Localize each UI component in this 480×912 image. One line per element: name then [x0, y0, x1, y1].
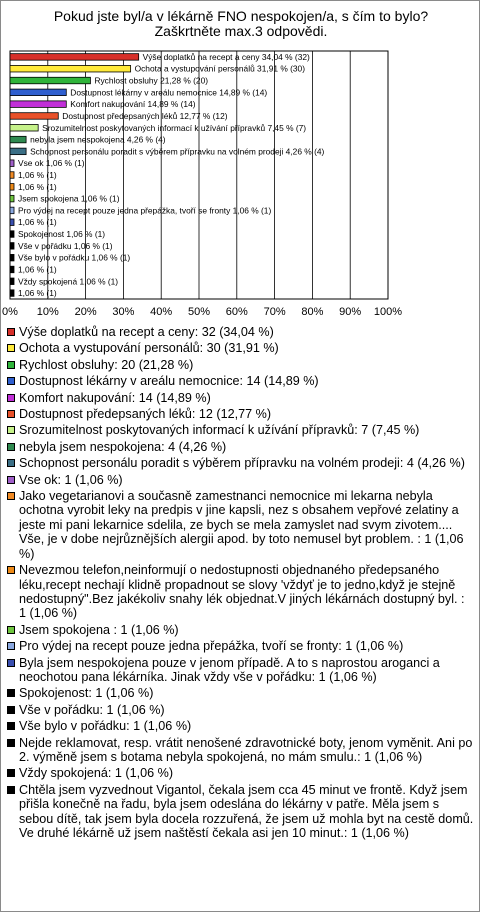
- chart-title-line-1: Pokud jste byl/a v lékárně FNO nespokojen/a, s čím to bylo?: [53, 8, 429, 24]
- bar: [10, 207, 14, 214]
- legend-swatch: [7, 476, 15, 484]
- bar: [10, 113, 58, 120]
- chart-legend: [7, 325, 475, 842]
- bar-data-label: nebyla jsem nespokojena 4,26 % (4): [30, 134, 166, 145]
- legend-item: [7, 456, 475, 470]
- bar: [10, 54, 139, 61]
- x-tick-label: 40%: [150, 306, 173, 318]
- legend-swatch: [7, 769, 15, 777]
- legend-item: [7, 473, 475, 487]
- x-tick-label: 70%: [263, 306, 286, 318]
- bar-data-label: 1,06 % (1): [18, 288, 57, 299]
- legend-item: [7, 639, 475, 653]
- legend-item: [7, 656, 475, 685]
- x-tick-label: 30%: [112, 306, 135, 318]
- legend-swatch: [7, 626, 15, 634]
- x-tick-label: 100%: [373, 306, 403, 318]
- bar: [10, 77, 90, 84]
- bar-data-label: 1,06 % (1): [18, 217, 57, 228]
- legend-label: Vse ok: 1 (1,06 %): [19, 472, 123, 487]
- legend-label: Dostupnost předepsaných léků: 12 (12,77 %): [19, 407, 272, 422]
- legend-swatch: [7, 786, 15, 794]
- bar-data-label: Srozumitelnost poskytovaných informací k užívání přípravků 7,45 % (7): [42, 122, 307, 133]
- bar-data-label: Schopnost personálu poradit s výběrem přípravku na volném prodeji 4,26 % (4): [30, 146, 325, 157]
- legend-label: Dostupnost lékárny v areálu nemocnice: 14 (14,89 %): [19, 374, 319, 389]
- bar-data-label: 1,06 % (1): [18, 181, 57, 192]
- legend-swatch: [7, 659, 15, 667]
- legend-label: Pro výdej na recept pouze jedna přepážka, tvoří se fronty: 1 (1,06 %): [19, 639, 404, 654]
- bar: [10, 219, 14, 226]
- bar: [10, 266, 14, 273]
- x-tick-label: 10%: [36, 306, 59, 318]
- bar: [10, 278, 14, 285]
- legend-item: [7, 374, 475, 388]
- legend-label: Vše bylo v pořádku: 1 (1,06 %): [19, 719, 192, 734]
- legend-item: [7, 783, 475, 841]
- legend-label: Ochota a vystupování personálů: 30 (31,91 %): [19, 341, 279, 356]
- legend-swatch: [7, 566, 15, 574]
- legend-item: [7, 703, 475, 717]
- bar-data-label: Vždy spokojená 1,06 % (1): [18, 276, 119, 287]
- legend-item: [7, 766, 475, 780]
- bar: [10, 136, 26, 143]
- legend-item: [7, 391, 475, 405]
- bar-data-label: Dostupnost lékárny v areálu nemocnice 14,89 % (14): [70, 87, 268, 98]
- bar: [10, 172, 14, 179]
- legend-label: Srozumitelnost poskytovaných informací k užívání přípravků: 7 (7,45 %): [19, 423, 420, 438]
- bar-data-label: Vše v pořádku 1,06 % (1): [18, 240, 113, 251]
- legend-label: Byla jsem nespokojena pouze v jenom případě. A to s naprostou aroganci a neochotou pana lékárníka. Jinak vždy vše v pořádku: 1 (1,06 %): [19, 655, 440, 684]
- bar-data-label: Rychlost obsluhy 21,28 % (20): [94, 75, 209, 86]
- chart-title-line-2: Zaškrtněte max.3 odpovědi.: [154, 23, 328, 39]
- bar: [10, 231, 14, 238]
- legend-label: Jsem spokojena : 1 (1,06 %): [19, 622, 179, 637]
- legend-item: [7, 623, 475, 637]
- legend-label: Nejde reklamovat, resp. vrátit nenošené zdravotnické boty, jenom vyměnit. Ani po 2. výměně jsem s botama nebyla spokojená, no mám smulu.: 1 (1,06 %): [19, 735, 473, 764]
- legend-swatch: [7, 739, 15, 747]
- bar-data-label: Komfort nakupování 14,89 % (14): [70, 99, 196, 110]
- x-tick-label: 60%: [225, 306, 248, 318]
- legend-item: [7, 489, 475, 561]
- bar: [10, 195, 14, 202]
- legend-item: [7, 719, 475, 733]
- legend-swatch: [7, 344, 15, 352]
- legend-item: [7, 407, 475, 421]
- bar: [10, 65, 131, 72]
- bar: [10, 125, 38, 132]
- bar: [10, 160, 14, 167]
- chart-title: [11, 9, 471, 39]
- bar: [10, 254, 14, 261]
- legend-label: Jako vegetarianovi a současně zamestnanci nemocnice mi lekarna nebyla ochotna vyrobit leky na predpis v jine kapsli, nez s obsahem vepřové zelatiny a jeste mi pani lekarnice sdelila, ze bych se mela zamyslet nad svym zivotem.... Vše, je v dobe nejrůznějších alergii apod. by toto nemusel byt problem. : 1 (1,06 %): [19, 489, 464, 561]
- legend-item: [7, 563, 475, 621]
- legend-item: [7, 440, 475, 454]
- legend-swatch: [7, 394, 15, 402]
- legend-swatch: [7, 361, 15, 369]
- legend-label: Schopnost personálu poradit s výběrem přípravku na volném prodeji: 4 (4,26 %): [19, 456, 465, 471]
- bar-data-label: Pro výdej na recept pouze jedna přepážka, tvoří se fronty 1,06 % (1): [18, 205, 272, 216]
- legend-swatch: [7, 642, 15, 650]
- bar-data-label: Spokojenost 1,06 % (1): [18, 229, 106, 240]
- bar: [10, 184, 14, 191]
- legend-label: Chtěla jsem vyzvednout Vigantol, čekala jsem cca 45 minut ve frontě. Když jsem přišla konečně na řadu, byla jsem odeslána do lékárny v patře. Měla jsem s sebou dítě, tak jsem byla docela rozzuřená, že jsem už mohla byt na cestě domů. Ve druhé lékárně už jsem naštěstí čekala asi jen 10 minut.: 1 (1,06 %): [19, 782, 474, 840]
- legend-swatch: [7, 443, 15, 451]
- legend-label: nebyla jsem nespokojena: 4 (4,26 %): [19, 439, 227, 454]
- bar-data-label: Jsem spokojena 1,06 % (1): [18, 193, 120, 204]
- x-tick-label: 90%: [339, 306, 362, 318]
- x-tick-label: 0%: [2, 306, 18, 318]
- legend-item: [7, 341, 475, 355]
- legend-swatch: [7, 689, 15, 697]
- legend-item: [7, 736, 475, 765]
- legend-item: [7, 325, 475, 339]
- bar: [10, 101, 66, 108]
- legend-label: Nevezmou telefon,neinformují o nedostupnosti objednaného předepsaného léku,recept nechají klidně propadnout se slovy 'vždyť je to jedno,když je stejně nedostupný".Bez jakékoliv snahy lék objednat.V jiných lékárnách dostupný byl. : 1 (1,06 %): [19, 563, 465, 621]
- legend-swatch: [7, 426, 15, 434]
- x-tick-label: 80%: [301, 306, 324, 318]
- legend-swatch: [7, 706, 15, 714]
- legend-swatch: [7, 492, 15, 500]
- legend-swatch: [7, 377, 15, 385]
- bar: [10, 243, 14, 250]
- legend-swatch: [7, 459, 15, 467]
- legend-label: Vždy spokojená: 1 (1,06 %): [19, 766, 174, 781]
- bar-data-label: 1,06 % (1): [18, 170, 57, 180]
- bar-data-label: Ochota a vystupování personálů 31,91 % (30): [134, 63, 306, 74]
- legend-item: [7, 423, 475, 437]
- x-tick-label: 50%: [187, 306, 211, 318]
- legend-item: [7, 686, 475, 700]
- legend-label: Výše doplatků na recept a ceny: 32 (34,04 %): [19, 325, 274, 339]
- bar-data-label: Výše doplatků na recept a ceny 34,04 % (32): [142, 51, 310, 62]
- bar-data-label: Vše bylo v pořádku 1,06 % (1): [18, 252, 131, 263]
- bar: [10, 290, 14, 297]
- x-tick-label: 20%: [74, 306, 97, 318]
- bar: [10, 148, 26, 155]
- legend-label: Vše v pořádku: 1 (1,06 %): [19, 702, 165, 717]
- bar-data-label: Dostupnost předepsaných léků 12,77 % (12): [62, 110, 228, 121]
- bar-data-label: Vse ok 1,06 % (1): [18, 158, 85, 169]
- bar-data-label: 1,06 % (1): [18, 264, 57, 275]
- bar-chart: [1, 45, 479, 325]
- legend-swatch: [7, 328, 15, 336]
- legend-swatch: [7, 722, 15, 730]
- legend-label: Spokojenost: 1 (1,06 %): [19, 686, 154, 701]
- legend-item: [7, 358, 475, 372]
- legend-label: Komfort nakupování: 14 (14,89 %): [19, 390, 211, 405]
- legend-swatch: [7, 410, 15, 418]
- bar: [10, 89, 66, 96]
- legend-label: Rychlost obsluhy: 20 (21,28 %): [19, 357, 194, 372]
